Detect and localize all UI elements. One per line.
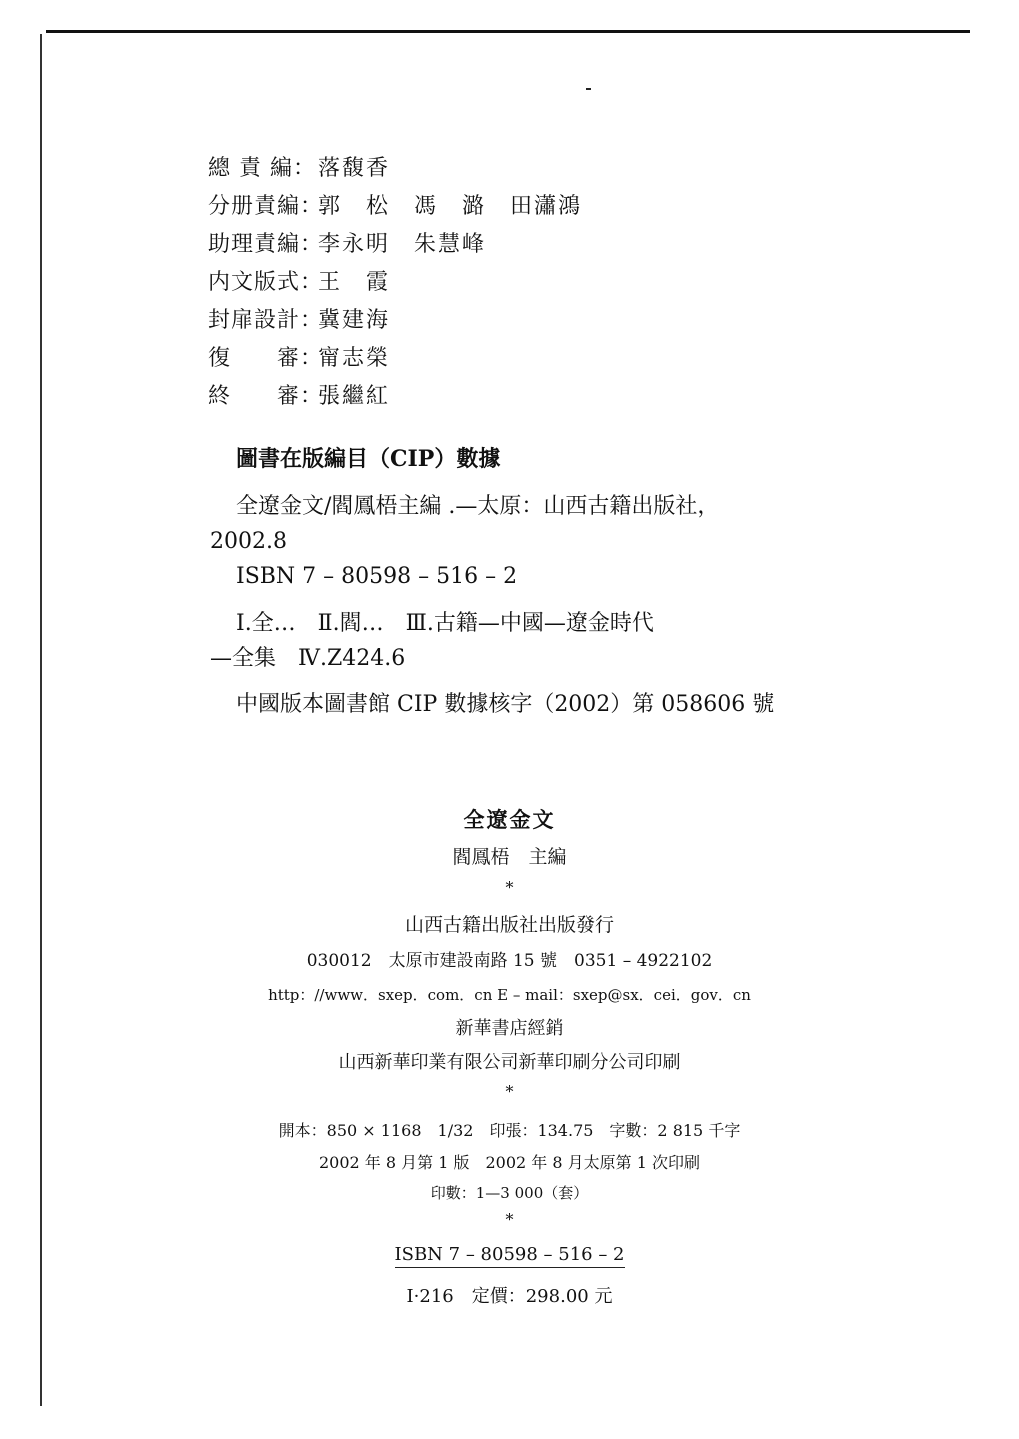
credit-value: 甯志榮	[318, 346, 391, 371]
separator: *	[505, 1082, 514, 1101]
credit-label: 分册責編：	[208, 194, 324, 219]
distributor: 新華書店經銷	[455, 1018, 564, 1039]
credit-label: 内文版式：	[208, 270, 324, 295]
credit-label: 封扉設計：	[208, 308, 324, 333]
cip-line: 全遼金文/閻鳳梧主編 .—太原：山西古籍出版社，	[236, 494, 720, 519]
publisher-address: 030012 太原市建設南路 15 號 0351 – 4922102	[306, 951, 713, 971]
credit-label: 終 審：	[208, 384, 324, 409]
credit-value: 李永明 朱慧峰	[318, 232, 487, 257]
credit-row-final-review	[208, 378, 582, 416]
cip-line: Ⅰ.全… Ⅱ.閻… Ⅲ.古籍—中國—遼金時代	[236, 611, 654, 636]
credit-row-cover-design	[208, 302, 582, 340]
top-rule	[46, 30, 970, 33]
separator: *	[505, 878, 514, 897]
credit-row-layout	[208, 264, 582, 302]
credit-row-second-review	[208, 340, 582, 378]
credit-value: 落馥香	[318, 156, 391, 181]
cip-bibliographic	[210, 489, 719, 594]
cip-heading: 圖書在版編目（CIP）數據	[236, 446, 501, 472]
cip-classification	[210, 606, 654, 676]
printer: 山西新華印業有限公司新華印刷分公司印刷	[338, 1052, 681, 1073]
price-line: I·216 定價：298.00 元	[406, 1286, 613, 1307]
edition-info: 2002 年 8 月第 1 版 2002 年 8 月太原第 1 次印刷	[318, 1153, 701, 1172]
cip-number: 中國版本圖書館 CIP 數據核字（2002）第 058606 號	[236, 692, 775, 717]
credit-value: 張繼紅	[318, 384, 391, 409]
print-mark	[586, 88, 591, 90]
credit-row-chief-editor	[208, 150, 582, 188]
credit-row-assistant-editors	[208, 226, 582, 264]
credit-value: 冀建海	[318, 308, 391, 333]
credit-value: 王 霞	[318, 270, 391, 295]
isbn	[0, 1244, 1019, 1265]
cip-isbn: ISBN 7 – 80598 – 516 – 2	[236, 564, 518, 589]
book-title: 全遼金文	[463, 807, 556, 832]
credit-label: 總 責 編：	[208, 156, 316, 181]
separator: *	[505, 1210, 514, 1229]
credit-row-volume-editors	[208, 188, 582, 226]
cip-line: —全集 Ⅳ.Z424.6	[210, 646, 406, 671]
credit-label: 助理責編：	[208, 232, 324, 257]
credit-value: 郭 松 馮 潞 田瀟鴻	[318, 194, 583, 219]
book-specs: 開本：850 × 1168 1/32 印張：134.75 字數：2 815 千字	[278, 1121, 741, 1140]
publisher-web: http：//www．sxep．com．cn E – mail：sxep@sx．cei．gov．cn	[268, 986, 751, 1004]
cip-line: 2002.8	[210, 529, 287, 554]
publisher: 山西古籍出版社出版發行	[404, 914, 614, 936]
credit-label: 復 審：	[208, 346, 324, 371]
isbn-text: ISBN 7 – 80598 – 516 – 2	[395, 1244, 625, 1268]
chief-editor: 閻鳳梧 主編	[452, 846, 567, 868]
editorial-credits	[208, 150, 582, 416]
print-run: 印數：1—3 000（套）	[430, 1184, 589, 1202]
